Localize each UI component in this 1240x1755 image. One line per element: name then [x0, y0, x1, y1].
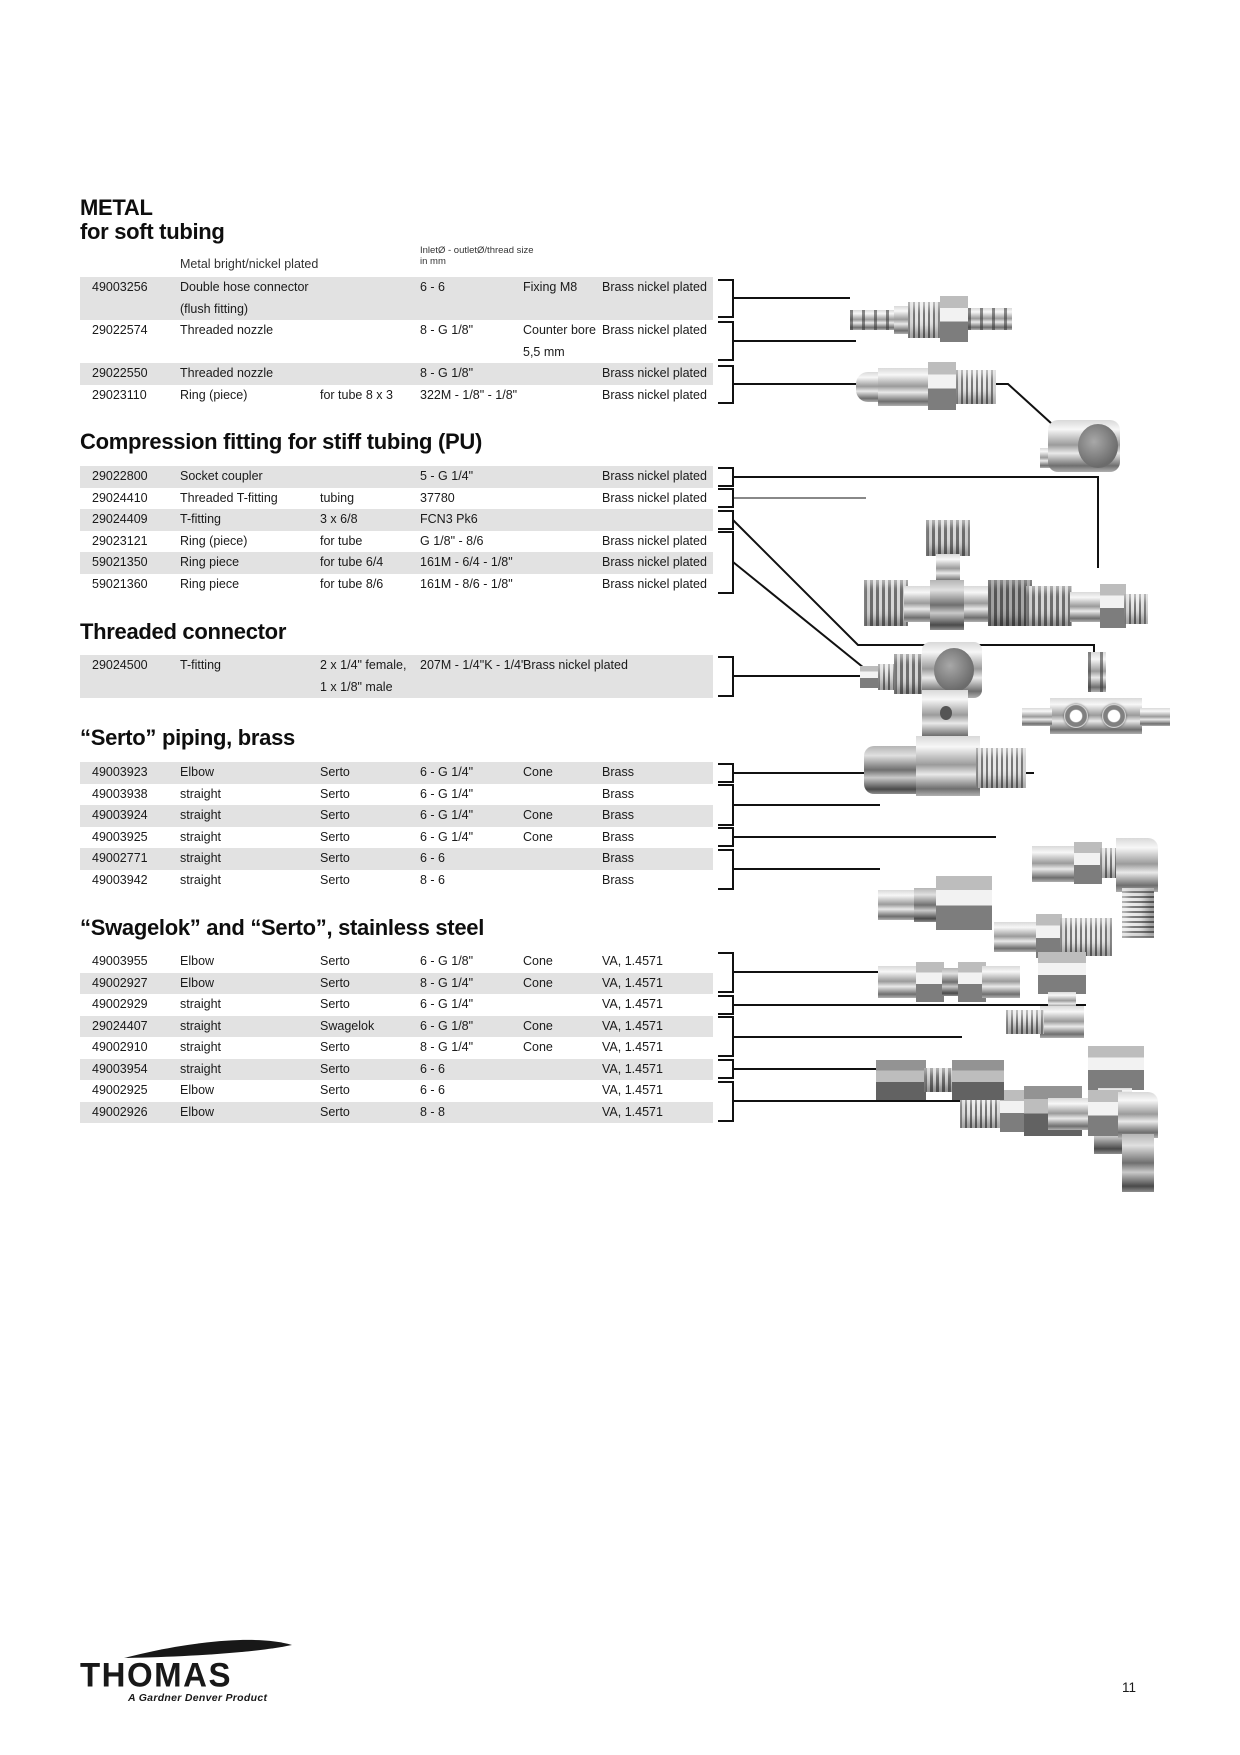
cell-material: Brass nickel plated [602, 533, 707, 548]
cell-note: Cone [523, 765, 553, 779]
cell-part-number: 49003925 [92, 829, 148, 844]
cell-variant: tubing [320, 490, 355, 505]
cell-material: Brass [602, 786, 634, 801]
cell-size: 37780 [420, 490, 455, 505]
cell-variant: Serto [320, 808, 350, 822]
table-row [80, 1080, 713, 1102]
table-row [80, 488, 713, 510]
logo-wordmark: THOMAS [80, 1655, 232, 1694]
cell-description: Elbow [180, 765, 215, 779]
column-header-size-line1: InletØ - outletØ/thread size [420, 245, 534, 256]
cell-variant: Serto [320, 851, 350, 865]
cell-description: Elbow [180, 1104, 215, 1119]
cell-size: 6 - G 1/4" [420, 829, 474, 844]
product-image-ss-elbow [1048, 1082, 1160, 1192]
cell-variant: Serto [320, 765, 350, 779]
cell-note: Cone [523, 808, 553, 822]
cell-description: Double hose connector (flush fitting) [180, 280, 309, 316]
section-title-threaded: Threaded connector [80, 619, 287, 644]
section-title-swagelok-serto: “Swagelok” and “Serto”, stainless steel [80, 915, 485, 940]
cell-size: 8 - G 1/8" [420, 366, 474, 380]
cell-description: Ring piece [180, 555, 240, 569]
cell-note: Cone [523, 829, 553, 844]
cell-material: Brass nickel plated [602, 387, 707, 402]
cell-size: 6 - 6 [420, 1061, 446, 1076]
column-header-size [420, 246, 534, 267]
cell-variant: Serto [320, 1061, 350, 1076]
cell-material: Brass [602, 829, 634, 844]
cell-part-number: 49003954 [92, 1061, 148, 1076]
cell-size: 6 - 6 [420, 851, 446, 865]
thomas-logo [80, 1636, 310, 1704]
table-row [80, 784, 713, 806]
cell-part-number: 49003923 [92, 765, 148, 779]
compression-fitting-table [80, 466, 713, 595]
cell-description: Ring (piece) [180, 387, 248, 402]
cell-size: 6 - G 1/4" [420, 808, 474, 822]
cell-variant: Serto [320, 786, 350, 801]
cell-description: Threaded T-fitting [180, 490, 278, 505]
table-row [80, 1059, 713, 1081]
table-row [80, 320, 713, 363]
table-row [80, 574, 713, 596]
product-image-serto-union [878, 960, 1020, 1004]
cell-part-number: 29022800 [92, 469, 148, 483]
cell-size: 8 - 8 [420, 1104, 446, 1119]
cell-part-number: 29024410 [92, 490, 148, 505]
cell-material: Brass nickel plated [602, 469, 707, 483]
cell-size: 5 - G 1/4" [420, 469, 474, 483]
cell-material: Brass [602, 808, 634, 822]
cell-variant: Serto [320, 997, 350, 1011]
cell-variant: Serto [320, 975, 350, 990]
table-row [80, 827, 713, 849]
cell-part-number: 49002929 [92, 997, 148, 1011]
table-row [80, 1037, 713, 1059]
cell-part-number: 29024409 [92, 512, 148, 526]
section-title-line2: for soft tubing [80, 219, 225, 244]
section-title-line1: METAL [80, 195, 153, 220]
cell-material: VA, 1.4571 [602, 1040, 663, 1054]
cell-part-number: 29024407 [92, 1018, 148, 1033]
serto-brass-table [80, 762, 713, 891]
cell-variant: for tube 8/6 [320, 576, 384, 591]
cell-material: Brass nickel plated [602, 490, 707, 505]
table-row [80, 363, 713, 385]
cell-size: 161M - 6/4 - 1/8" [420, 555, 513, 569]
cell-material: VA, 1.4571 [602, 1061, 663, 1076]
table-row [80, 655, 713, 698]
cell-part-number: 49003256 [92, 280, 148, 294]
cell-description: straight [180, 808, 221, 822]
cell-part-number: 29023110 [92, 387, 147, 402]
table-row [80, 1102, 713, 1124]
cell-description: straight [180, 1061, 221, 1076]
cell-size: 322M - 1/8" - 1/8" [420, 387, 518, 402]
cell-size: 6 - G 1/4" [420, 765, 474, 779]
cell-variant: Serto [320, 954, 350, 968]
cell-size: 6 - G 1/8" [420, 954, 474, 968]
cell-variant: 2 x 1/4" female, 1 x 1/8" male [320, 658, 407, 694]
cell-description: straight [180, 1040, 221, 1054]
cell-part-number: 49002927 [92, 975, 148, 990]
cell-note: Cone [523, 975, 553, 990]
table-row [80, 973, 713, 995]
cell-description: straight [180, 1018, 221, 1033]
product-image-t-fitting-eyelets [1022, 652, 1170, 752]
cell-variant: Swagelok [320, 1018, 375, 1033]
cell-material: VA, 1.4571 [602, 997, 663, 1011]
cell-size: 8 - G 1/8" [420, 323, 474, 337]
cell-description: straight [180, 872, 221, 887]
table-row [80, 552, 713, 574]
cell-variant: for tube [320, 533, 363, 548]
cell-description: Socket coupler [180, 469, 263, 483]
cell-size: 8 - 6 [420, 872, 446, 887]
cell-description: T-fitting [180, 512, 221, 526]
cell-variant: Serto [320, 1104, 350, 1119]
cell-description: straight [180, 851, 221, 865]
table-row [80, 531, 713, 553]
table-row [80, 951, 713, 973]
cell-size: G 1/8" - 8/6 [420, 533, 484, 548]
cell-note: Cone [523, 954, 553, 968]
table-row [80, 1016, 713, 1038]
cell-description: Threaded nozzle [180, 366, 274, 380]
cell-variant: Serto [320, 1040, 350, 1054]
cell-size: FCN3 Pk6 [420, 512, 478, 526]
cell-material: Brass nickel plated [602, 280, 707, 294]
cell-size: 6 - 6 [420, 280, 446, 294]
metal-soft-tubing-table [80, 277, 713, 406]
cell-part-number: 49003924 [92, 808, 148, 822]
cell-material: VA, 1.4571 [602, 954, 663, 968]
section-title-metal [80, 196, 225, 244]
product-image-socket-coupler [1026, 570, 1148, 640]
cell-size: 6 - G 1/4" [420, 997, 474, 1011]
cell-note: Fixing M8 [523, 280, 578, 294]
swagelok-serto-table [80, 951, 713, 1123]
table-row [80, 385, 713, 407]
cell-part-number: 59021350 [92, 555, 148, 569]
cell-part-number: 49003938 [92, 786, 148, 801]
cell-part-number: 49002910 [92, 1040, 148, 1054]
cell-part-number: 49002771 [92, 851, 148, 865]
cell-part-number: 29022574 [92, 323, 148, 337]
cell-part-number: 29022550 [92, 366, 148, 380]
cell-size: 6 - 6 [420, 1083, 446, 1097]
cell-description: Elbow [180, 1083, 215, 1097]
table-row [80, 805, 713, 827]
cell-description: Elbow [180, 954, 215, 968]
cell-note: Cone [523, 1040, 553, 1054]
product-image-double-hose-connector [850, 286, 1012, 350]
cell-material: Brass nickel plated [602, 555, 707, 569]
cell-size: 6 - G 1/8" [420, 1018, 474, 1033]
section-title-serto-brass: “Serto” piping, brass [80, 725, 295, 750]
product-image-compression-t-fitting [864, 520, 1032, 642]
cell-size: 8 - G 1/4" [420, 1040, 474, 1054]
cell-part-number: 59021360 [92, 576, 148, 591]
cell-material: Brass nickel plated [602, 576, 707, 591]
column-header-size-line2: in mm [420, 255, 446, 267]
product-image-ring-piece [1040, 414, 1128, 480]
cell-variant: 3 x 6/8 [320, 512, 358, 526]
cell-material: VA, 1.4571 [602, 1018, 663, 1033]
product-image-threaded-nozzle [856, 352, 1002, 418]
cell-description: straight [180, 829, 221, 844]
column-header-material: Metal bright/nickel plated [180, 257, 319, 271]
cell-size: 161M - 8/6 - 1/8" [420, 576, 513, 591]
cell-note: Cone [523, 1018, 553, 1033]
cell-description: T-fitting [180, 658, 221, 672]
cell-size: 8 - G 1/4" [420, 975, 474, 990]
product-image-ss-elbow-small [1006, 952, 1094, 1058]
cell-description: Ring (piece) [180, 533, 248, 548]
product-image-serto-straight-with-nut [878, 876, 992, 932]
table-row [80, 466, 713, 488]
page-number: 11 [1122, 1680, 1137, 1695]
cell-variant: for tube 6/4 [320, 555, 384, 569]
cell-material: VA, 1.4571 [602, 1083, 663, 1097]
cell-material: VA, 1.4571 [602, 1104, 663, 1119]
threaded-connector-table [80, 655, 713, 698]
section-title-compression: Compression fitting for stiff tubing (PU) [80, 429, 482, 454]
table-row [80, 848, 713, 870]
cell-description: straight [180, 786, 221, 801]
table-row [80, 509, 713, 531]
table-row [80, 870, 713, 892]
cell-description: Ring piece [180, 576, 240, 591]
cell-part-number: 29023121 [92, 533, 148, 548]
cell-material: Brass [602, 872, 634, 887]
cell-note: Brass nickel plated [523, 658, 628, 672]
cell-variant: for tube 8 x 3 [320, 387, 393, 402]
cell-description: Threaded nozzle [180, 323, 274, 337]
cell-variant: Serto [320, 872, 350, 887]
cell-part-number: 49003942 [92, 872, 148, 887]
cell-size: 6 - G 1/4" [420, 786, 474, 801]
cell-description: straight [180, 997, 221, 1011]
cell-part-number: 49003955 [92, 954, 148, 968]
table-row [80, 762, 713, 784]
table-row [80, 277, 713, 320]
product-image-threaded-t-connector [864, 690, 1030, 806]
cell-material: VA, 1.4571 [602, 975, 663, 990]
cell-variant: Serto [320, 829, 350, 844]
cell-size: 207M - 1/4"K - 1/4" [420, 658, 526, 672]
cell-note: Counter bore 5,5 mm [523, 323, 596, 359]
cell-variant: Serto [320, 1083, 350, 1097]
cell-part-number: 49002925 [92, 1083, 148, 1097]
logo-tagline: A Gardner Denver Product [128, 1692, 268, 1704]
cell-part-number: 49002926 [92, 1104, 148, 1119]
cell-material: Brass nickel plated [602, 366, 707, 380]
cell-material: Brass [602, 851, 634, 865]
cell-material: Brass [602, 765, 634, 779]
table-row [80, 994, 713, 1016]
cell-part-number: 29024500 [92, 658, 148, 672]
cell-description: Elbow [180, 975, 215, 990]
cell-material: Brass nickel plated [602, 323, 707, 337]
product-image-ss-union [876, 1058, 1006, 1102]
